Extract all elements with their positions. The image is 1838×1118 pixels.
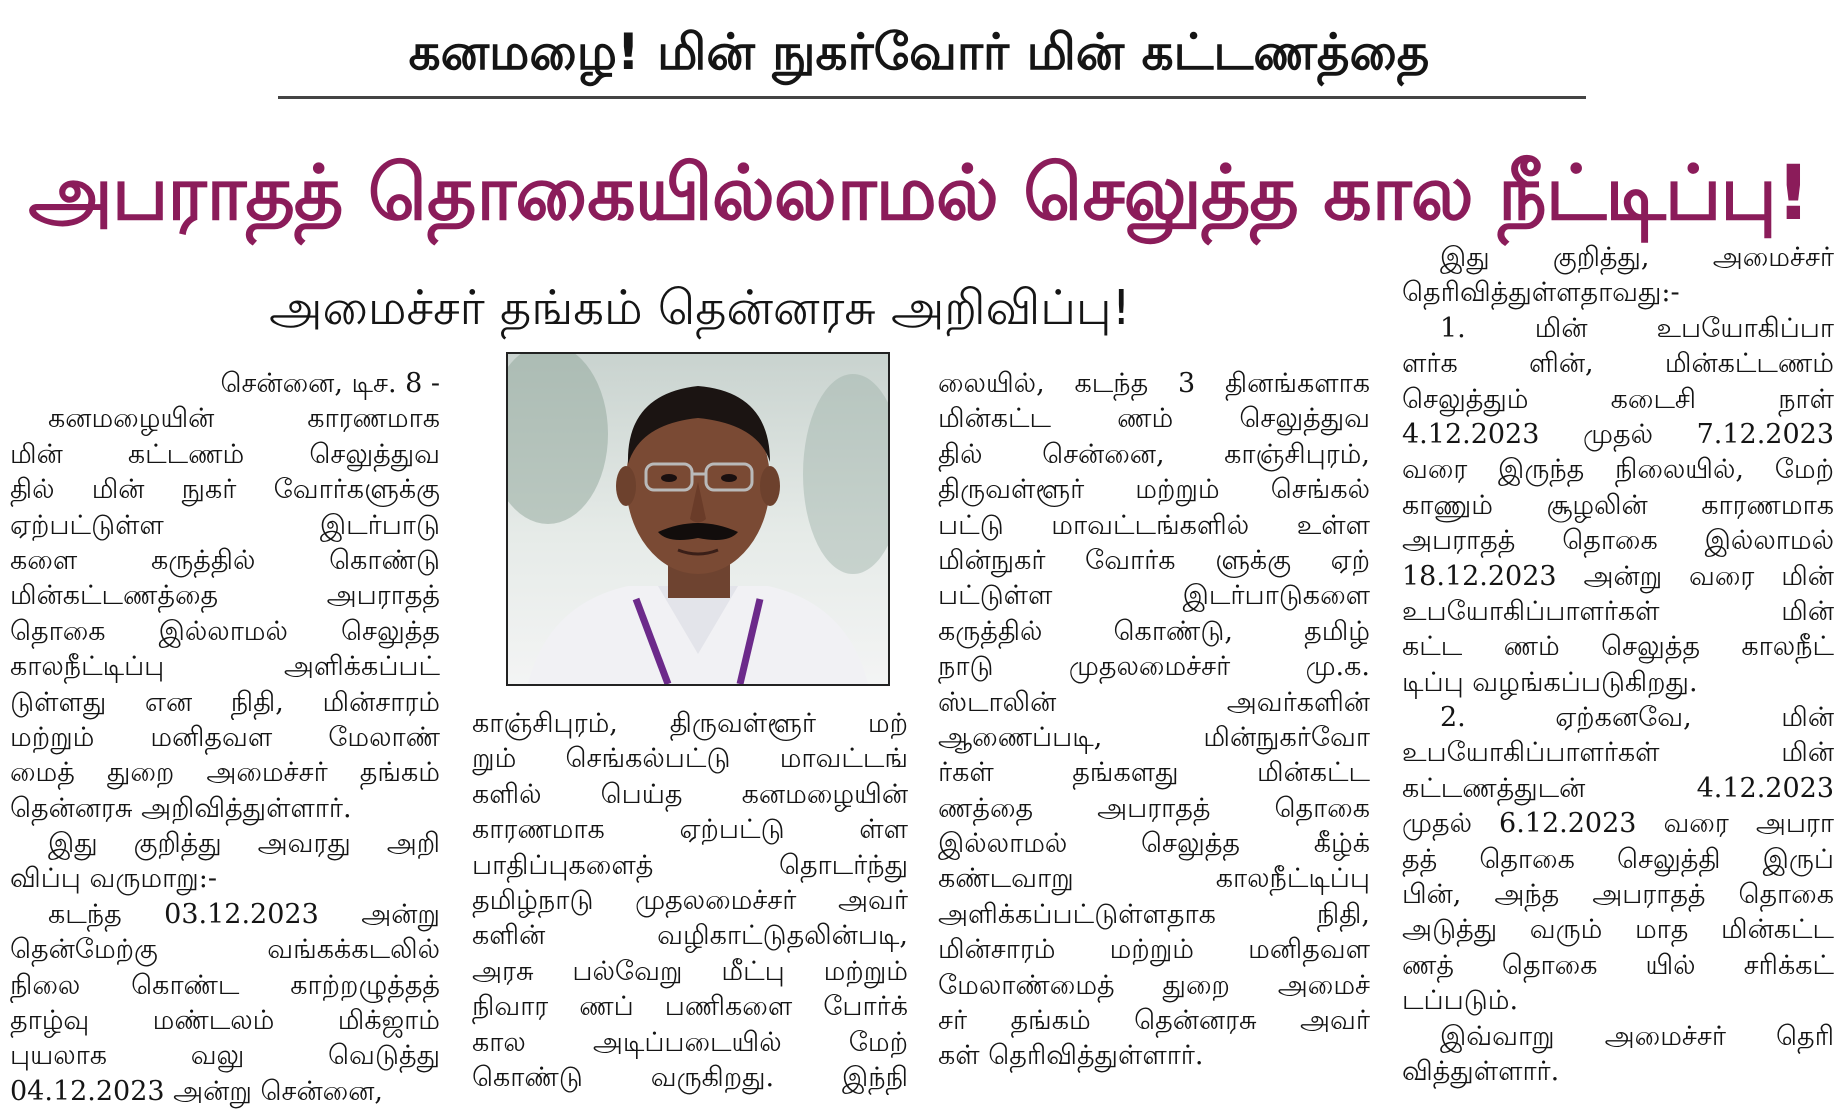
article-line: தென்மேற்கு வங்கக்கடலில் (10, 934, 440, 966)
article-line: ணத்தை அபராதத் தொகை (938, 792, 1370, 824)
article-line: ஏற்பட்டுள்ள இடர்பாடு (10, 509, 440, 541)
article-line: கடந்த 03.12.2023 அன்று (48, 898, 440, 930)
article-line: முதல் 6.12.2023 வரை அபரா (1402, 808, 1834, 840)
article-line: நிவார ணப் பணிகளை போர்க் (472, 991, 908, 1023)
article-line: தெரிவித்துள்ளதாவது:- (1402, 277, 1680, 309)
article-line: அடுத்து வரும் மாத மின்கட்ட (1402, 914, 1834, 946)
article-line: தில் சென்னை, காஞ்சிபுரம், (938, 438, 1370, 470)
article-line: விப்பு வருமாறு:- (10, 863, 217, 895)
article-line: லையில், கடந்த 3 தினங்களாக (938, 368, 1370, 399)
article-line: தத் தொகை செலுத்தி இருப் (1402, 843, 1834, 875)
article-line: களின் வழிகாட்டுதலின்படி, (472, 920, 908, 952)
article-line: திருவள்ளூர் மற்றும் செங்கல் (938, 474, 1370, 506)
article-line: கண்டவாறு காலநீட்டிப்பு (938, 863, 1370, 895)
article-line: தாழ்வு மண்டலம் மிக்ஜாம் (10, 1005, 440, 1037)
sub-headline: அமைச்சர் தங்கம் தென்னரசு அறிவிப்பு! (269, 280, 1131, 336)
article-line: மின்நுகர் வோர்க ளுக்கு ஏற் (938, 544, 1370, 576)
article-line: அபராதத் தொகை இல்லாமல் (1402, 525, 1834, 557)
article-line: தில் மின் நுகர் வோர்களுக்கு (10, 474, 440, 506)
article-line: 18.12.2023 அன்று வரை மின் (1402, 560, 1834, 592)
article-line: மற்றும் மனிதவள மேலாண் (10, 721, 440, 753)
article-line: டப்படும். (1402, 985, 1519, 1017)
main-headline: அபராதத் தொகையில்லாமல் செலுத்த கால நீட்டிப்பு! (28, 148, 1810, 237)
article-line: மேலாண்மைத் துறை அமைச் (938, 969, 1370, 1001)
minister-portrait-icon (508, 354, 888, 684)
article-line: கள் தெரிவித்துள்ளார். (938, 1040, 1204, 1072)
article-line: உபயோகிப்பாளர்கள் மின் (1402, 595, 1834, 627)
article-line: தொகை இல்லாமல் செலுத்த (10, 615, 440, 647)
article-line: 04.12.2023 அன்று சென்னை, (10, 1075, 383, 1107)
article-line: டுள்ளது என நிதி, மின்சாரம் (10, 686, 440, 718)
article-line: மின்சாரம் மற்றும் மனிதவள (938, 934, 1370, 966)
article-line: சென்னை, டிச. 8 - (220, 368, 440, 399)
article-line: கால அடிப்படையில் மேற் (472, 1026, 908, 1058)
minister-portrait-photo (506, 352, 890, 686)
article-column-2 (472, 706, 908, 1095)
article-line: அளிக்கப்பட்டுள்ளதாக நிதி, (938, 898, 1370, 930)
article-line: செலுத்தும் கடைசி நாள் (1402, 383, 1834, 415)
article-line: இல்லாமல் செலுத்த கீழ்க் (938, 828, 1370, 860)
article-line: நிலை கொண்ட காற்றழுத்தத் (10, 969, 440, 1001)
article-line: பாதிப்புகளைத் தொடர்ந்து (472, 849, 908, 881)
article-line: வரை இருந்த நிலையில், மேற் (1402, 454, 1834, 486)
article-line: ஸ்டாலின் அவர்களின் (938, 686, 1370, 718)
article-line: காரணமாக ஏற்பட்டு ள்ள (472, 814, 908, 846)
article-line: 1. மின் உபயோகிப்பா (1440, 312, 1834, 344)
article-line: இது குறித்து அவரது அறி (48, 828, 440, 860)
article-column-4 (1402, 240, 1834, 1089)
article-column-3 (938, 366, 1370, 1074)
article-line: இது குறித்து, அமைச்சர் (1440, 242, 1834, 273)
article-line: கட்டணத்துடன் 4.12.2023 (1402, 772, 1834, 804)
article-line: கொண்டு வருகிறது. இந்நி (472, 1061, 908, 1093)
article-line: புயலாக வலு வெடுத்து (10, 1040, 440, 1072)
article-line: மின்கட்ட ணம் செலுத்துவ (938, 403, 1370, 435)
article-line: உபயோகிப்பாளர்கள் மின் (1402, 737, 1834, 769)
article-line: சர் தங்கம் தென்னரசு அவர் (938, 1005, 1370, 1037)
article-line: கட்ட ணம் செலுத்த காலநீட் (1402, 631, 1834, 663)
article-line: களில் பெய்த கனமழையின் (472, 778, 908, 810)
article-line: மின் கட்டணம் செலுத்துவ (10, 438, 440, 470)
article-line: காஞ்சிபுரம், திருவள்ளூர் மற் (472, 708, 908, 739)
article-line: வித்துள்ளார். (1402, 1055, 1560, 1087)
article-line: டிப்பு வழங்கப்படுகிறது. (1402, 666, 1698, 698)
article-line: 4.12.2023 முதல் 7.12.2023 (1402, 418, 1834, 450)
article-line: பின், அந்த அபராதத் தொகை (1402, 879, 1834, 911)
article-line: ஆணைப்படி, மின்நுகர்வோ (938, 721, 1370, 753)
article-line: மின்கட்டணத்தை அபராதத் (10, 580, 440, 612)
article-line: நாடு முதலமைச்சர் மு.க. (938, 651, 1370, 683)
article-line: பட்டு மாவட்டங்களில் உள்ள (938, 509, 1370, 541)
article-line: அரசு பல்வேறு மீட்பு மற்றும் (472, 955, 908, 987)
article-line: கருத்தில் கொண்டு, தமிழ் (938, 615, 1370, 647)
kicker-divider (278, 96, 1586, 99)
article-line: களை கருத்தில் கொண்டு (10, 544, 440, 576)
article-line: இவ்வாறு அமைச்சர் தெரி (1440, 1020, 1834, 1052)
article-line: பட்டுள்ள இடர்பாடுகளை (938, 580, 1370, 612)
article-line: ணத் தொகை யில் சரிக்கட் (1402, 949, 1834, 981)
article-line: மைத் துறை அமைச்சர் தங்கம் (10, 757, 440, 789)
article-line: தமிழ்நாடு முதலமைச்சர் அவர் (472, 884, 908, 916)
article-line: 2. ஏற்கனவே, மின் (1440, 702, 1834, 734)
kicker-headline: கனமழை! மின் நுகர்வோர் மின் கட்டணத்தை (408, 23, 1430, 81)
article-column-1 (10, 366, 440, 1109)
article-line: ர்கள் தங்களது மின்கட்ட (938, 757, 1370, 789)
article-line: கனமழையின் காரணமாக (48, 403, 440, 435)
article-line: காணும் சூழலின் காரணமாக (1402, 489, 1834, 521)
article-line: தென்னரசு அறிவித்துள்ளார். (10, 792, 352, 824)
article-line: றும் செங்கல்பட்டு மாவட்டங் (472, 743, 908, 775)
article-line: ளர்க ளின், மின்கட்டணம் (1402, 348, 1834, 380)
article-line: காலநீட்டிப்பு அளிக்கப்பட் (10, 651, 440, 683)
